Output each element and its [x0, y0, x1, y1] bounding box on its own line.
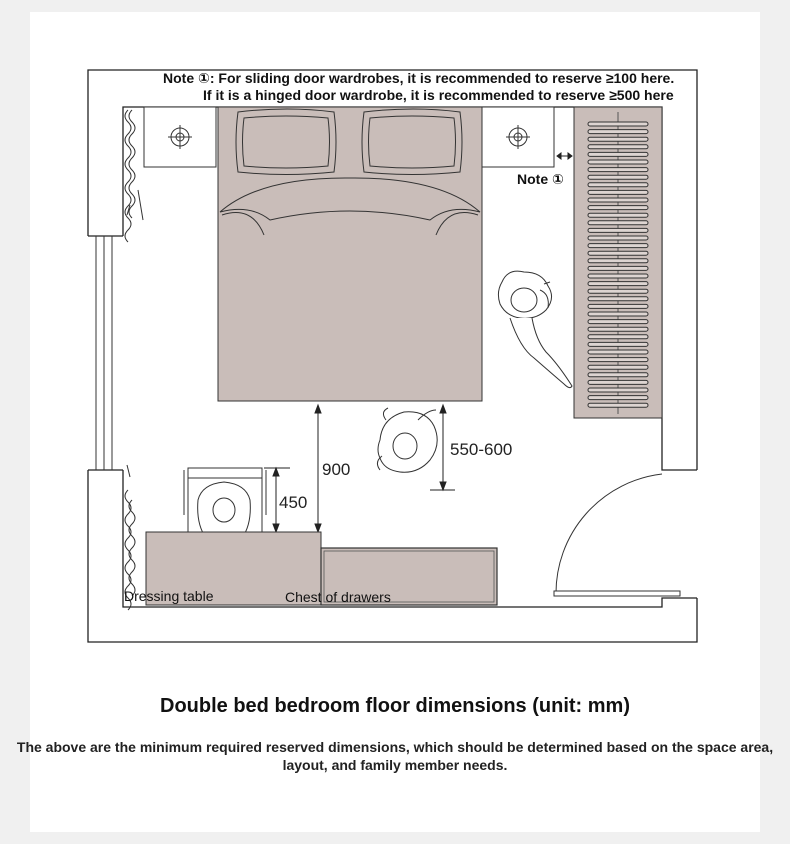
hanger	[588, 259, 648, 263]
dimension-450-label: 450	[279, 493, 308, 512]
hanger	[588, 342, 648, 346]
hanger	[588, 152, 648, 156]
hanger	[588, 327, 648, 331]
wardrobe	[574, 107, 662, 418]
hanger	[588, 335, 648, 339]
pillow-left	[236, 109, 336, 175]
hanger	[588, 380, 648, 384]
nightstand-left	[144, 107, 216, 167]
hanger	[588, 213, 648, 217]
dimension-550-600-label: 550-600	[450, 440, 513, 459]
hanger	[588, 168, 648, 172]
dressing-table-label: Dressing table	[124, 588, 214, 604]
door	[554, 474, 680, 596]
curtain-top	[125, 110, 143, 242]
hanger	[588, 312, 648, 316]
diagram-title: Double bed bedroom floor dimensions (unit: mm)	[160, 695, 630, 717]
subtitle-line-1: The above are the minimum required reserved dimensions, which should be determined based on the space area,	[16, 739, 774, 755]
hanger	[588, 190, 648, 194]
hanger	[588, 221, 648, 225]
hanger	[588, 206, 648, 210]
window	[96, 236, 112, 470]
hanger	[588, 198, 648, 202]
person-at-wardrobe-icon	[498, 271, 572, 387]
subtitle-line-2: layout, and family member needs.	[282, 757, 508, 773]
person-near-bed-icon	[377, 408, 437, 472]
hanger	[588, 122, 648, 126]
nightstand-right	[482, 107, 554, 167]
hanger	[588, 304, 648, 308]
hanger	[588, 175, 648, 179]
hanger	[588, 160, 648, 164]
hanger	[588, 350, 648, 354]
hanger	[588, 388, 648, 392]
dimension-900-label: 900	[322, 460, 351, 479]
hanger	[588, 251, 648, 255]
hanger	[588, 183, 648, 187]
hanger	[588, 137, 648, 141]
hanger	[588, 320, 648, 324]
diagram-subtitle	[0, 738, 790, 774]
note-marker: Note ①	[517, 171, 564, 187]
hanger	[588, 373, 648, 377]
hanger	[588, 289, 648, 293]
note-line-1: Note ①: For sliding door wardrobes, it is recommended to reserve ≥100 here.	[163, 70, 675, 86]
hanger	[588, 282, 648, 286]
pillow-right	[362, 109, 462, 175]
hanger	[588, 403, 648, 407]
hanger	[588, 236, 648, 240]
hanger	[588, 358, 648, 362]
hanger	[588, 365, 648, 369]
hanger	[588, 274, 648, 278]
hanger	[588, 396, 648, 400]
hanger	[588, 244, 648, 248]
note-arrow	[557, 153, 572, 159]
hanger	[588, 228, 648, 232]
dimension-900	[315, 405, 321, 532]
double-bed	[218, 107, 482, 401]
note-line-2: If it is a hinged door wardrobe, it is recommended to reserve ≥500 here	[203, 87, 674, 103]
hanger	[588, 130, 648, 134]
hanger	[588, 297, 648, 301]
hanger	[588, 145, 648, 149]
chest-of-drawers-label: Chest of drawers	[285, 589, 391, 605]
hanger	[588, 266, 648, 270]
